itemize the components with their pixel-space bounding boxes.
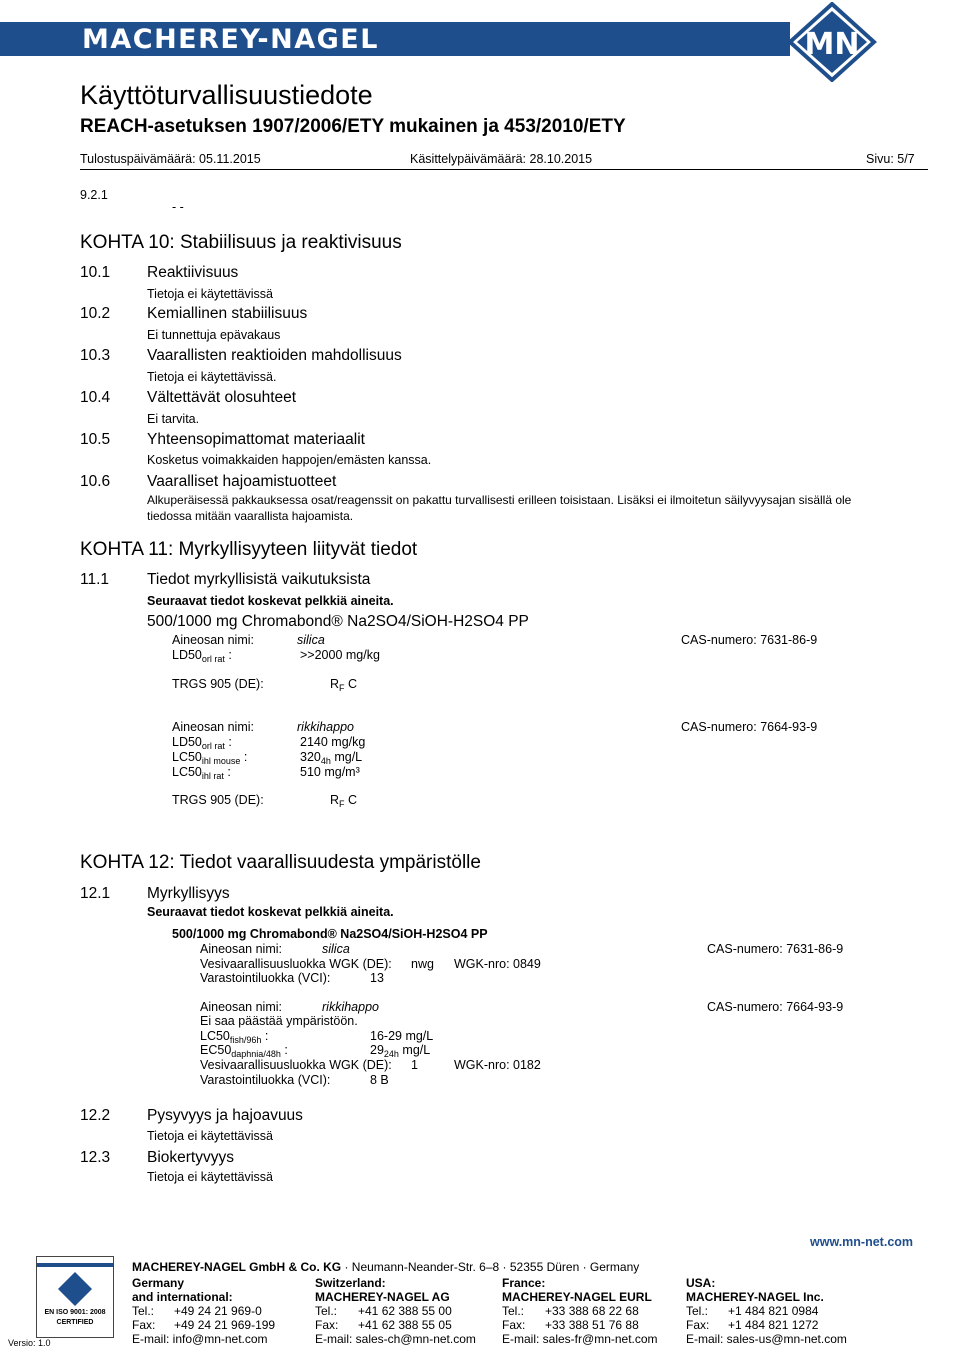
component-name: silica (322, 942, 350, 956)
item-number: 10.3 (80, 347, 111, 364)
lc50-label: $LC50_{ihl rat}$ : (172, 765, 231, 781)
email-link[interactable]: E-mail: info@mn-net.com (132, 1332, 268, 1346)
mn-logo (784, 2, 880, 82)
item-title: Myrkyllisyys (147, 885, 230, 902)
email-link[interactable]: E-mail: sales-us@mn-net.com (686, 1332, 847, 1346)
item-text: Alkuperäisessä pakkauksessa osat/reagenssit on pakattu turvallisesti erilleen toisistaan. Lisäksi ei ilmoitetun säilyvyysajan sisällä ole (147, 493, 852, 507)
item-number: 12.3 (80, 1149, 111, 1166)
email-link[interactable]: E-mail: sales-fr@mn-net.com (502, 1332, 658, 1346)
trgs-label: TRGS 905 (DE): (172, 793, 264, 807)
document-title: Käyttöturvallisuustiedote (80, 80, 373, 110)
item-text: Kosketus voimakkaiden happojen/emästen kanssa. (147, 453, 432, 467)
section-12-title: KOHTA 12: Tiedot vaarallisuudesta ympäristölle (80, 852, 481, 873)
wgk-value: 1 (411, 1058, 418, 1072)
item-text: Tietoja ei käytettävissä (147, 1129, 273, 1143)
vci-label: Varastointiluokka (VCI): (200, 1073, 331, 1087)
trgs-label: TRGS 905 (DE): (172, 677, 264, 691)
wgk-number: WGK-nro: 0849 (454, 957, 541, 971)
ld50-label: $LD50_{orl rat}$ : (172, 735, 232, 751)
website[interactable]: www.mn-net.com (810, 1235, 914, 1249)
item-text: Tietoja ei käytettävissä (147, 1170, 273, 1184)
cas-number: CAS-numero: 7631-86-9 (707, 942, 844, 956)
scope-note: Seuraavat tiedot koskevat pelkkiä aineita. (147, 905, 394, 919)
ec50-value: $29_{24h}$ mg/L (370, 1043, 431, 1059)
ec50-label: $EC50_{daphnia/48h}$ : (200, 1043, 288, 1059)
component-label: Aineosan nimi: (172, 720, 254, 734)
version-label: Versio: 1.0 (8, 1338, 51, 1348)
lc50-value: $320_{4h}$ mg/L (300, 750, 363, 766)
component-name: rikkihappo (297, 720, 354, 734)
dash-marker: - - (172, 200, 184, 214)
lc50-value: 16-29 mg/L (370, 1029, 434, 1043)
revision-date: Käsittelypäivämäärä: 28.10.2015 (410, 152, 593, 166)
item-number: 12.2 (80, 1107, 111, 1124)
item-number: 10.6 (80, 473, 111, 490)
ld50-value: >>2000 mg/kg (300, 648, 380, 662)
vci-value: 13 (370, 971, 384, 985)
item-number: 10.2 (80, 305, 111, 322)
scope-note: Seuraavat tiedot koskevat pelkkiä aineita. (147, 594, 394, 608)
item-number: 12.1 (80, 885, 111, 902)
section-number: 9.2.1 (80, 188, 108, 202)
component-label: Aineosan nimi: (200, 942, 282, 956)
item-text: Ei tarvita. (147, 412, 200, 426)
print-date: Tulostuspäivämäärä: 05.11.2015 (80, 152, 261, 166)
trgs-value: $R_F$ C (330, 793, 358, 809)
item-number: 10.1 (80, 264, 111, 281)
brand-name: MACHEREY-NAGEL (82, 24, 379, 55)
cas-number: CAS-numero: 7664-93-9 (707, 1000, 844, 1014)
lc50-label: $LC50_{ihl mouse}$ : (172, 750, 248, 766)
cas-number: CAS-numero: 7631-86-9 (681, 633, 818, 647)
item-title: Vaaralliset hajoamistuotteet (147, 473, 337, 490)
component-name: rikkihappo (322, 1000, 379, 1014)
wgk-label: Vesivaarallisuusluokka WGK (DE): (200, 1058, 392, 1072)
item-title: Kemiallinen stabiilisuus (147, 305, 308, 322)
company-address: MACHEREY-NAGEL GmbH & Co. KG · Neumann-Neander-Str. 6–8 · 52355 Düren · Germany (132, 1260, 640, 1274)
page-number: Sivu: 5/7 (866, 152, 915, 166)
component-name: silica (297, 633, 325, 647)
email-link[interactable]: E-mail: sales-ch@mn-net.com (315, 1332, 476, 1346)
section-10-title: KOHTA 10: Stabiilisuus ja reaktivisuus (80, 232, 402, 253)
environment-warning: Ei saa päästää ympäristöön. (200, 1014, 358, 1028)
document-subtitle: REACH-asetuksen 1907/2006/ETY mukainen ja 453/2010/ETY (80, 116, 626, 137)
item-title: Yhteensopimattomat materiaalit (147, 431, 365, 448)
trgs-value: $R_F$ C (330, 677, 358, 693)
cert-logo-icon (57, 1271, 93, 1307)
ld50-value: 2140 mg/kg (300, 735, 366, 749)
item-text-cont: tiedossa mitään vaarallista hajoamista. (147, 509, 354, 523)
item-title: Vältettävät olosuhteet (147, 389, 297, 406)
component-label: Aineosan nimi: (200, 1000, 282, 1014)
wgk-number: WGK-nro: 0182 (454, 1058, 541, 1072)
vci-label: Varastointiluokka (VCI): (200, 971, 331, 985)
ld50-label: $LD50_{orl rat}$ : (172, 648, 232, 664)
product-name: 500/1000 mg Chromabond® Na2SO4/SiOH-H2SO4 PP (147, 613, 529, 630)
iso-certificate-badge: EN ISO 9001: 2008 CERTIFIED (36, 1256, 114, 1338)
item-text: Ei tunnettuja epävakaus (147, 328, 281, 342)
item-title: Tiedot myrkyllisistä vaikutuksista (147, 571, 371, 588)
wgk-label: Vesivaarallisuusluokka WGK (DE): (200, 957, 392, 971)
product-name: 500/1000 mg Chromabond® Na2SO4/SiOH-H2SO4 PP (172, 927, 488, 941)
section-11-title: KOHTA 11: Myrkyllisyyteen liityvät tiedot (80, 539, 418, 560)
item-title: Pysyvyys ja hajoavuus (147, 1107, 303, 1124)
vci-value: 8 B (370, 1073, 389, 1087)
item-title: Biokertyvyys (147, 1149, 234, 1166)
svg-text:MN: MN (804, 27, 860, 62)
item-title: Reaktiivisuus (147, 264, 239, 281)
item-text: Tietoja ei käytettävissä. (147, 370, 277, 384)
wgk-value: nwg (411, 957, 434, 971)
header-divider (80, 169, 928, 170)
item-number: 10.5 (80, 431, 111, 448)
item-number: 10.4 (80, 389, 111, 406)
lc50-label: $LC50_{fish/96h}$ : (200, 1029, 269, 1045)
item-number: 11.1 (80, 571, 110, 588)
component-label: Aineosan nimi: (172, 633, 254, 647)
lc50-value: 510 mg/m³ (300, 765, 360, 779)
item-title: Vaarallisten reaktioiden mahdollisuus (147, 347, 402, 364)
item-text: Tietoja ei käytettävissä (147, 287, 273, 301)
cas-number: CAS-numero: 7664-93-9 (681, 720, 818, 734)
